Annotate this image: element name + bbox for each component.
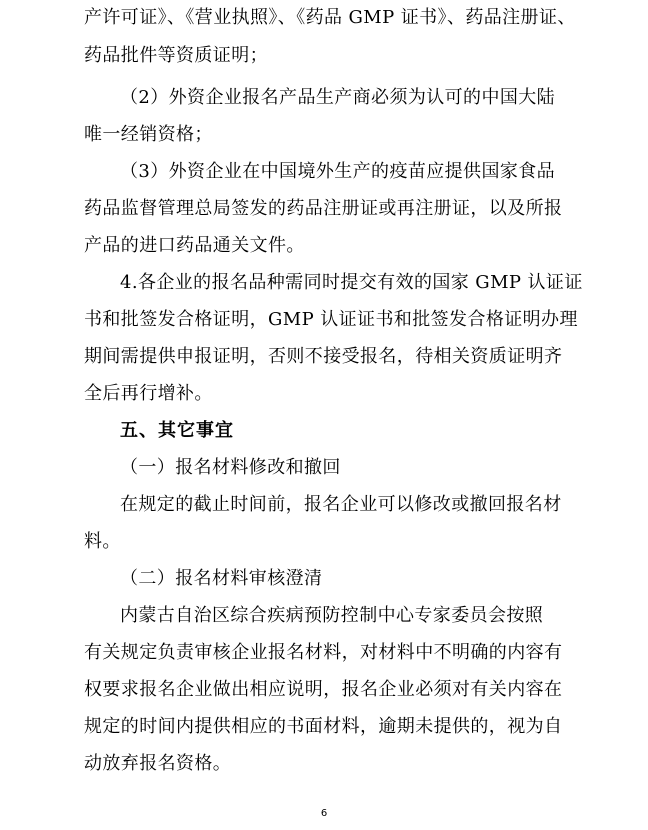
text-line: 唯一经销资格；: [84, 124, 213, 145]
text-line: 规定的时间内提供相应的书面材料，逾期未提供的，视为自: [84, 716, 563, 737]
text-line: 有关规定负责审核企业报名材料，对材料中不明确的内容有: [84, 642, 563, 663]
section-heading: 五、其它事宜: [120, 420, 234, 441]
text-line: 产品的进口药品通关文件。: [84, 235, 305, 256]
text-line: （2）外资企业报名产品生产商必须为认可的中国大陆: [120, 87, 556, 108]
text-line: 药品批件等资质证明；: [84, 45, 268, 66]
text-line: 料。: [84, 531, 121, 552]
text-line: 动放弃报名资格。: [84, 753, 232, 774]
text-line: 产许可证》、《营业执照》、《药品 GMP 证书》、药品注册证、: [84, 7, 576, 28]
text-line: （3）外资企业在中国境外生产的疫苗应提供国家食品: [120, 161, 556, 182]
text-line: 期间需提供申报证明，否则不接受报名，待相关资质证明齐: [84, 346, 563, 367]
text-line: 内蒙古自治区综合疾病预防控制中心专家委员会按照: [120, 605, 544, 626]
text-line: 4.各企业的报名品种需同时提交有效的国家 GMP 认证证: [120, 272, 583, 293]
text-line: 书和批签发合格证明，GMP 认证证书和批签发合格证明办理: [84, 309, 578, 330]
text-line: 在规定的截止时间前，报名企业可以修改或撤回报名材: [120, 494, 562, 515]
subsection-heading: （一）报名材料修改和撤回: [120, 457, 341, 478]
text-line: 药品监督管理总局签发的药品注册证或再注册证，以及所报: [84, 198, 563, 219]
page-number: 6: [320, 808, 328, 819]
subsection-heading: （二）报名材料审核澄清: [120, 568, 323, 589]
text-line: 全后再行增补。: [84, 383, 213, 404]
text-line: 权要求报名企业做出相应说明，报名企业必须对有关内容在: [84, 679, 563, 700]
